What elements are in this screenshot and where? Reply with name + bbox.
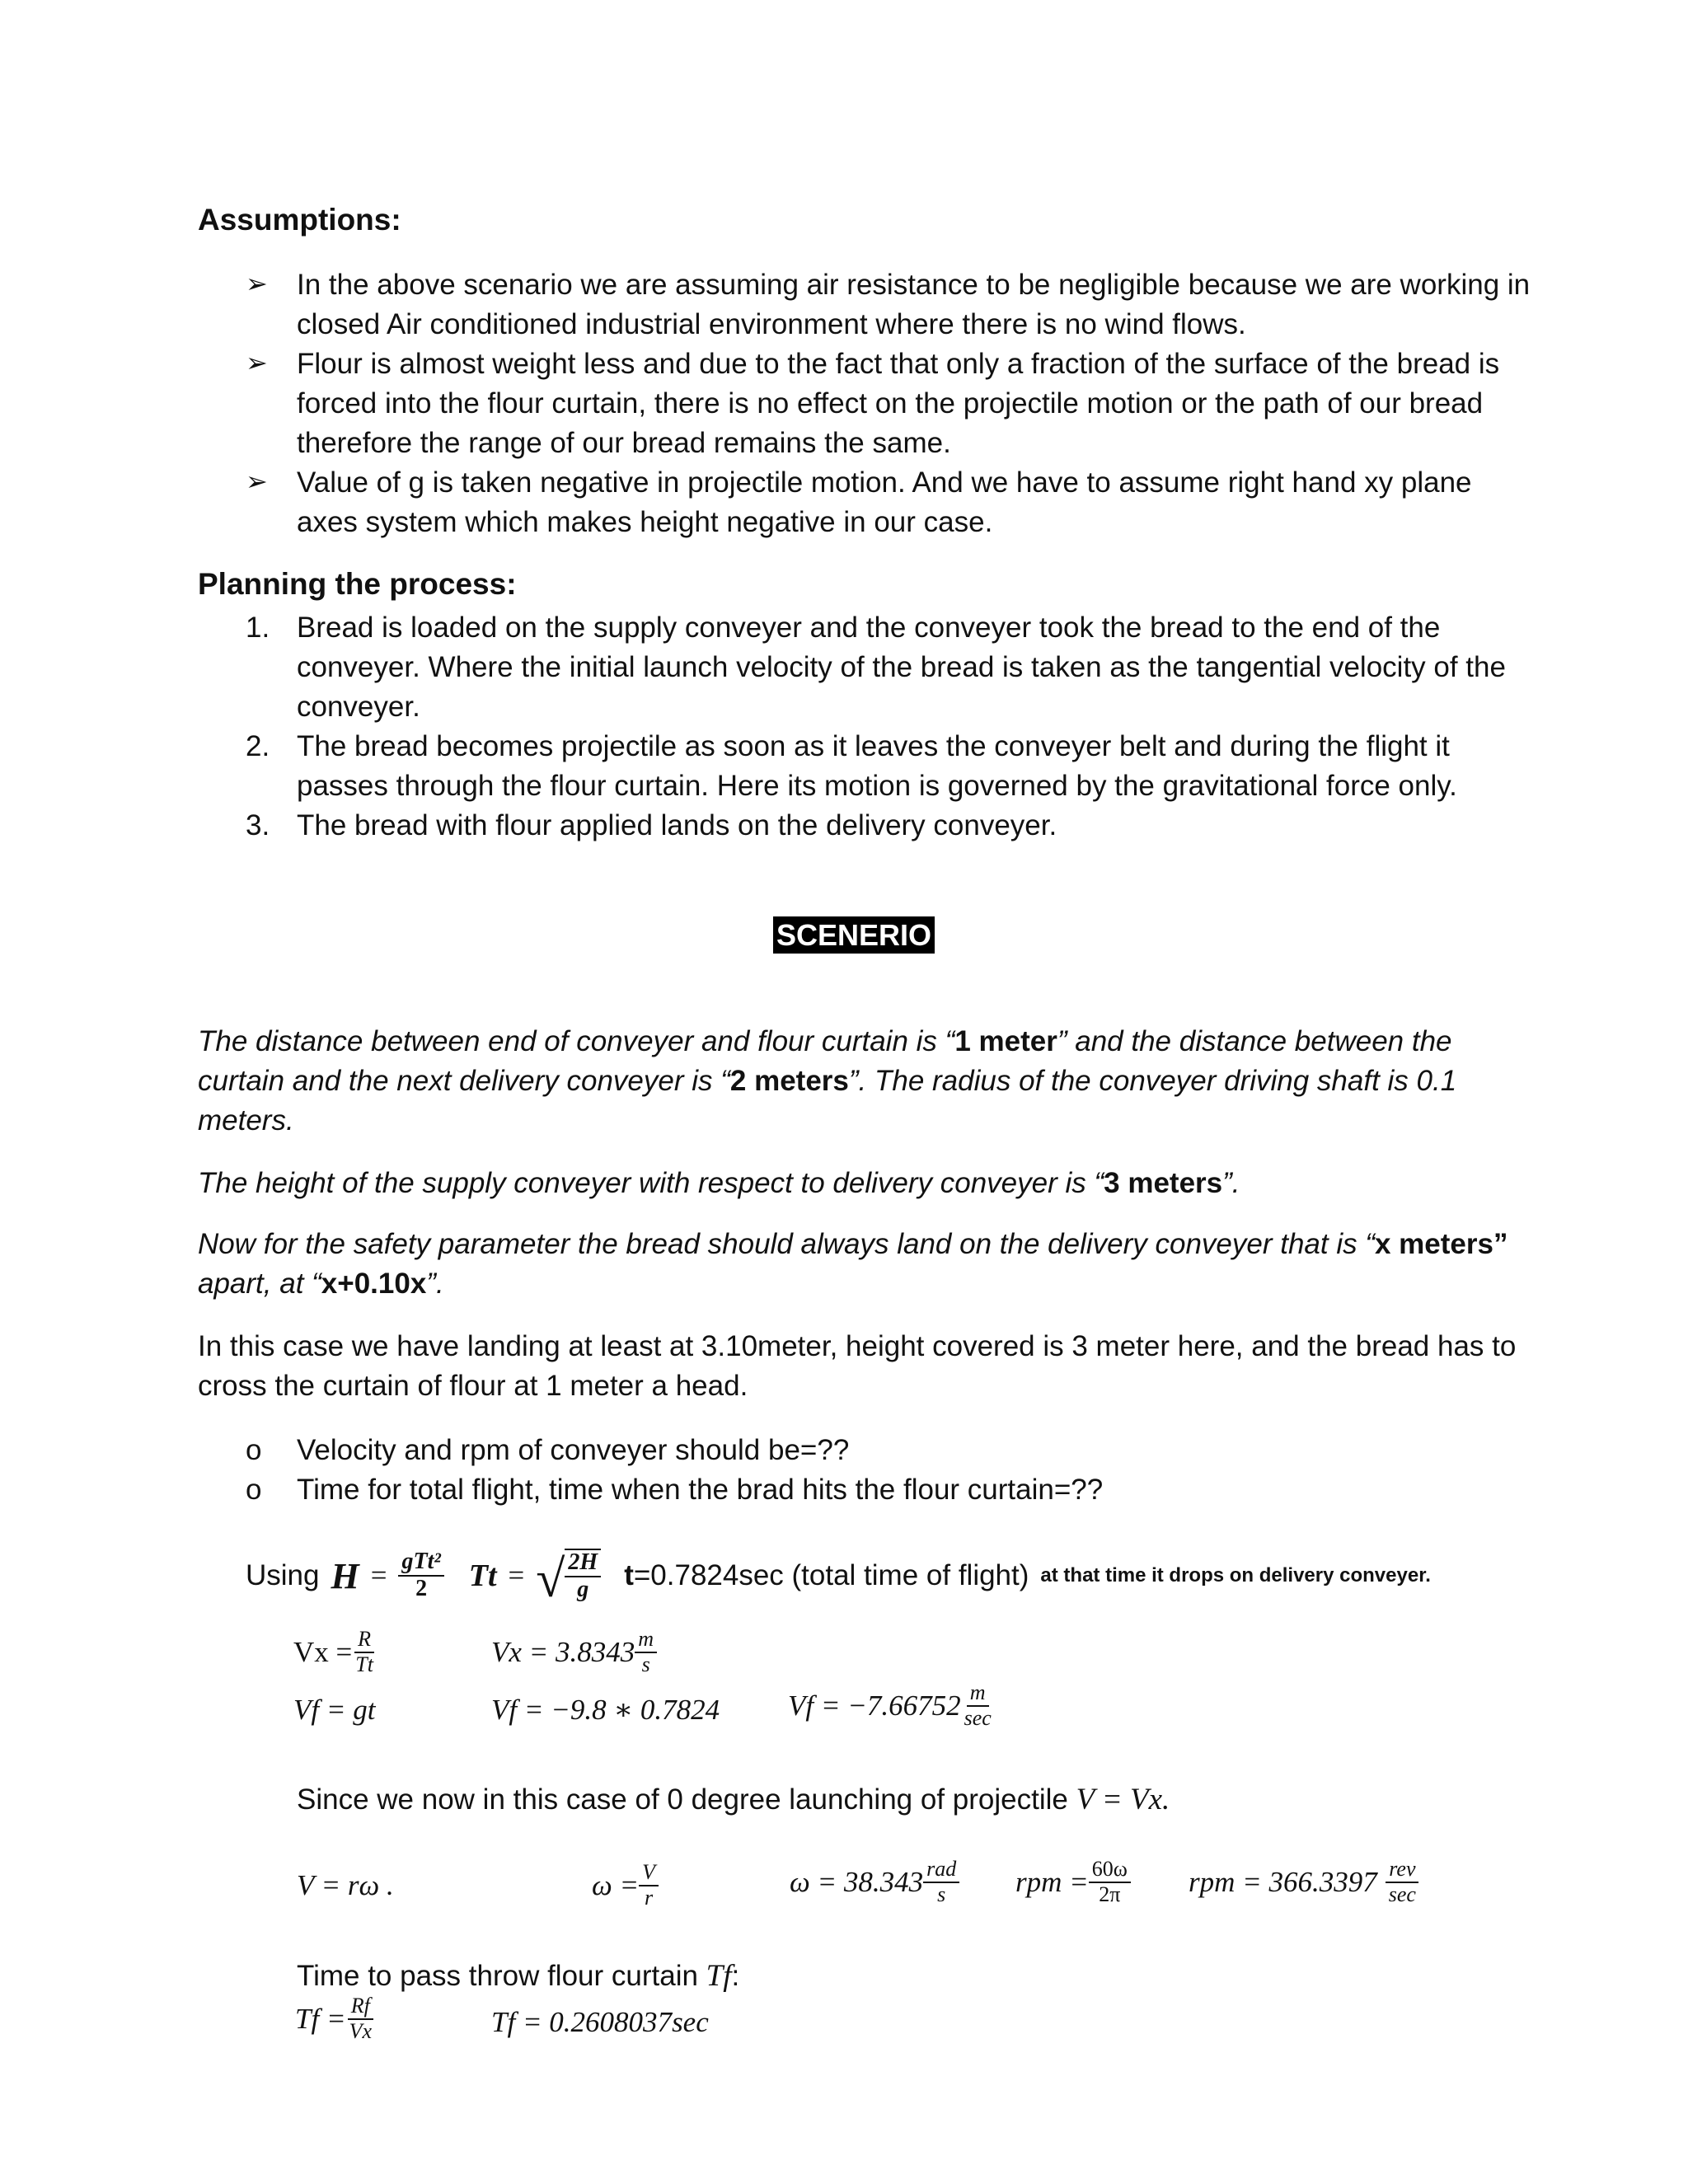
rpm-formula: rpm = $\frac{60\omega}{2\pi}$ <box>1015 1858 1131 1906</box>
question-1: Velocity and rpm of conveyer should be=?? <box>297 1434 850 1466</box>
assumption-item-1: In the above scenario we are assuming air resistance to be negligible because we are working in closed Air conditioned industrial environment where there is no wind flows. <box>297 269 1531 340</box>
v-r-omega: V = rω . <box>297 1869 394 1901</box>
bullet-icon: ➢ <box>246 466 268 496</box>
planning-num-1: 1. <box>246 612 270 644</box>
assumption-item-2: Flour is almost weight less and due to the fact that only a fraction of the surface of the bread is forced into the flour curtain, there is no effect on the projectile motion or the path of our bread therefore the range of our bread remains the same. <box>297 348 1500 459</box>
vf-value: Vf = −7.66752 $\frac{m}{\sec}$ <box>788 1680 992 1730</box>
vx-formula: Vx = $\frac{R}{Tt}$ <box>293 1627 373 1676</box>
vf-calculation: Vf = −9.8 ∗ 0.7824 <box>491 1694 720 1726</box>
planning-item-3: The bread with flour applied lands on the delivery conveyer. <box>297 809 1057 841</box>
launch-angle-note: Since we now in this case of 0 degree launching of projectile V = Vx. <box>297 1783 1170 1816</box>
bullet-icon: ➢ <box>246 348 268 377</box>
question-2: Time for total flight, time when the brad hits the flour curtain=?? <box>297 1474 1104 1506</box>
equation-row-flight-time: Using H = $\frac{\text{gTt²}}{2}$ Tt = √ $\frac{2H}{g}$ t=0.7824sec (total time of flight) at that time it drops on delivery conveyer. <box>246 1549 1431 1608</box>
rpm-value: rpm = 366.3397 $\frac{\text{rev}}{\sec}$ <box>1189 1858 1419 1906</box>
vf-formula: Vf = gt <box>293 1694 376 1726</box>
curtain-time-heading: Time to pass throw flour curtain Tf: <box>297 1959 740 1993</box>
planning-heading: Planning the process: <box>198 567 517 601</box>
tf-value: Tf = 0.2608037sec <box>491 2006 709 2038</box>
planning-item-2: The bread becomes projectile as soon as it leaves the conveyer belt and during the flight it passes through the flour curtain. Here its motion is governed by the gravitational force only. <box>297 730 1457 802</box>
question-bullet-icon: o <box>246 1434 262 1466</box>
planning-num-2: 2. <box>246 730 270 762</box>
assumptions-heading: Assumptions: <box>198 203 401 237</box>
vx-value: Vx = 3.8343 $\frac{m}{s}$ <box>491 1628 657 1676</box>
omega-formula: ω = $\frac{V}{r}$ <box>592 1861 659 1910</box>
scenario-paragraph-2: The height of the supply conveyer with respect to delivery conveyer is “3 meters”. <box>198 1167 1240 1199</box>
planning-item-1: Bread is loaded on the supply conveyer and the conveyer took the bread to the end of the conveyer. Where the initial launch velocity of the bread is taken as the tangential velocity of the conveyer. <box>297 612 1506 723</box>
sqrt-expression: √ $\frac{2H}{g}$ <box>536 1549 601 1603</box>
scenario-paragraph-4: In this case we have landing at least at 3.10meter, height covered is 3 meter here, and the bread has to cross the curtain of flour at 1 meter a head. <box>198 1330 1517 1402</box>
tf-formula: Tf = $\frac{Rf}{Vx}$ <box>295 1994 372 2043</box>
bullet-icon: ➢ <box>246 269 268 298</box>
question-bullet-icon: o <box>246 1474 262 1506</box>
height-fraction: $\frac{\text{gTt²}}{2}$ <box>398 1549 443 1602</box>
planning-num-3: 3. <box>246 809 270 841</box>
scenario-paragraph-1: The distance between end of conveyer and flour curtain is “1 meter” and the distance between the curtain and the next delivery conveyer is “2 meters”. The radius of the conveyer driving shaft is 0.1 meters. <box>198 1025 1457 1137</box>
scenario-paragraph-3: Now for the safety parameter the bread should always land on the delivery conveyer that is “x meters” apart, at “x+0.10x”. <box>198 1228 1508 1300</box>
scenario-title: SCENERIO <box>773 916 935 954</box>
assumption-item-3: Value of g is taken negative in projectile motion. And we have to assume right hand xy plane axes system which makes height negative in our case. <box>297 466 1472 538</box>
sqrt-icon: √ <box>536 1549 565 1608</box>
omega-value: ω = 38.343 $\frac{\text{rad}}{s}$ <box>790 1858 959 1906</box>
